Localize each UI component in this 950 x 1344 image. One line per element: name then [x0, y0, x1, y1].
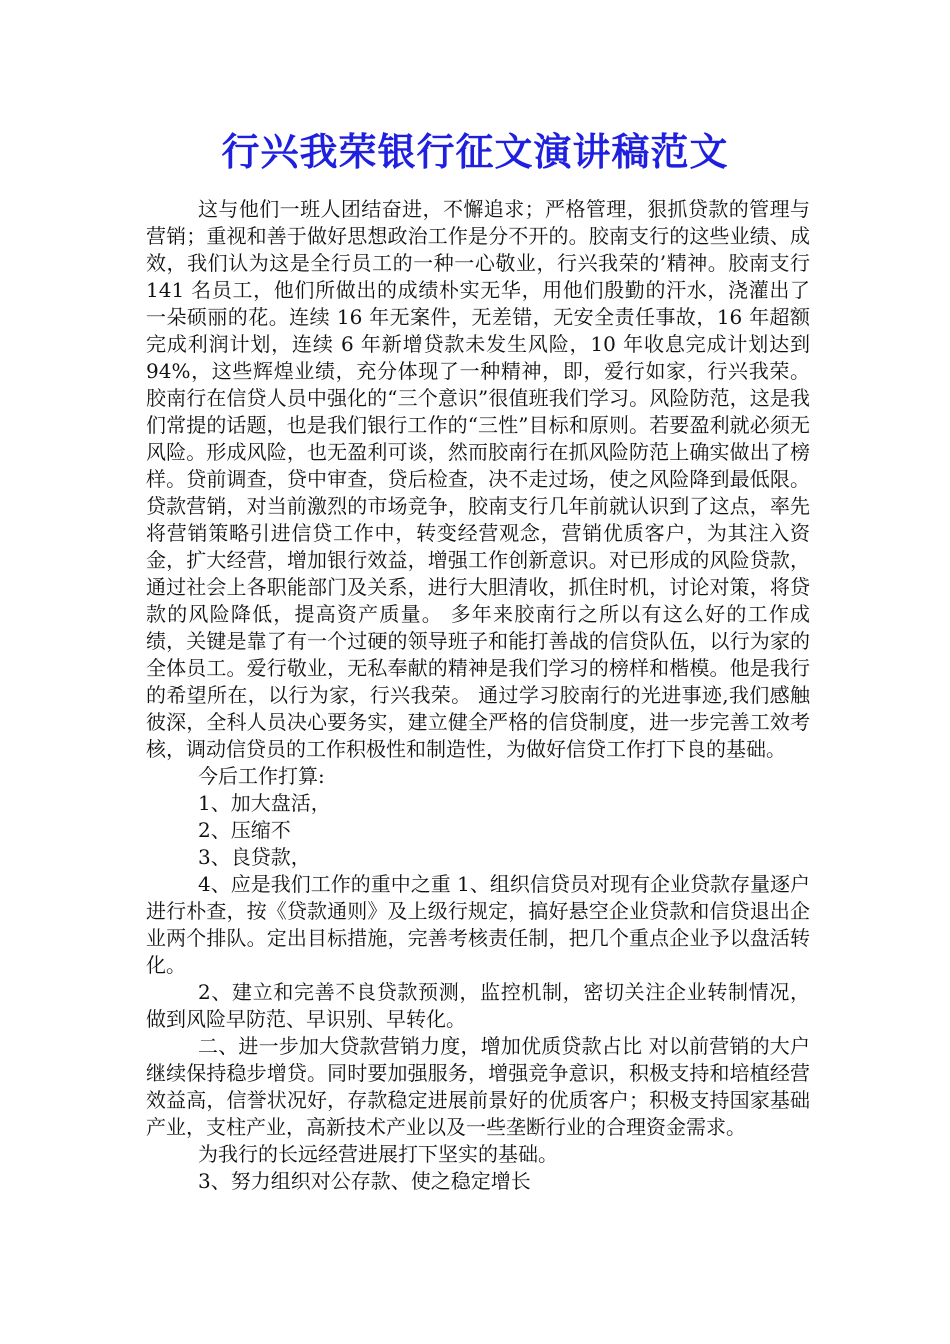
paragraph-item-4: 4、应是我们工作的重中之重 1、组织信贷员对现有企业贷款存量逐户进行朴查，按《贷款通则》及上级行规定，搞好悬空企业贷款和信贷退出企业两个排队。定出目标措施，完善考核责任制，把几个重点企业予以盘活转化。 — [146, 872, 810, 977]
list-item-2: 2、压缩不 — [198, 818, 291, 842]
document-title: 行兴我荣银行征文演讲稿范文 — [221, 129, 729, 174]
paragraph-foundation: 为我行的长远经营进展打下坚实的基础。 — [198, 1142, 558, 1166]
list-item-3: 3、良贷款， — [198, 845, 311, 869]
document-body — [146, 196, 810, 1195]
paragraph-section-2: 二、进一步加大贷款营销力度，增加优质贷款占比 对以前营销的大户继续保持稳步增贷。同时要加强服务，增强竞争意识，积极支持和培植经营效益高，信誉状况好，存款稳定进展前景好的优质客户；积极支持国家基础产业，支柱产业，高新技术产业以及一些垄断行业的合理资金需求。 — [146, 1034, 810, 1139]
list-item-1: 1、加大盘活， — [198, 791, 331, 815]
paragraph-item-3-deposits: 3、努力组织对公存款、使之稳定增长 — [198, 1169, 531, 1193]
paragraph-item-2-monitoring: 2、建立和完善不良贷款预测，监控机制，密切关注企业转制情况，做到风险早防范、早识别、早转化。 — [146, 980, 810, 1031]
paragraph-main: 这与他们一班人团结奋进，不懈追求；严格管理，狠抓贷款的管理与营销；重视和善于做好思想政治工作是分不开的。胶南支行的这些业绩、成效，我们认为这是全行员工的一种一心敬业，行兴我荣的’精神。胶南支行 141 名员工，他们所做出的成绩朴实无华，用他们殷勤的汗水，浇灌出了一朵硕丽的花。连续 16 年无案件，无差错，无安全责任事故，16 年超额完成利润计划，连续 6 年新增贷款未发生风险，10 年收息完成计划达到 94%，这些辉煌业绩，充分体现了一种精神，即，爱行如家，行兴我荣。 胶南行在信贷人员中强化的“三个意识”很值班我们学习。风险防范，这是我们常提的话题，也是我们银行工作的“三性”目标和原则。若要盈利就必须无风险。形成风险，也无盈利可谈，然而胶南行在抓风险防范上确实做出了榜样。贷前调查，贷中审查，贷后检查，决不走过场，使之风险降到最低限。贷款营销，对当前激烈的市场竞争，胶南支行几年前就认识到了这点，率先将营销策略引进信贷工作中，转变经营观念，营销优质客户，为其注入资金，扩大经营，增加银行效益，增强工作创新意识。对已形成的风险贷款，通过社会上各职能部门及关系，进行大胆清收，抓住时机，讨论对策，将贷款的风险降低，提高资产质量。 多年来胶南行之所以有这么好的工作成绩，关键是靠了有一个过硬的领导班子和能打善战的信贷队伍，以行为家的全体员工。爱行敬业，无私奉献的精神是我们学习的榜样和楷模。他是我行的希望所在，以行为家，行兴我荣。 通过学习胶南行的光进事迹,我们感触彼深，全科人员决心要务实，建立健全严格的信贷制度，进一步完善工效考核，调动信贷员的工作积极性和制造性，为做好信贷工作打下良的基础。 — [146, 197, 810, 761]
paragraph-plan-heading: 今后工作打算: — [198, 764, 325, 788]
